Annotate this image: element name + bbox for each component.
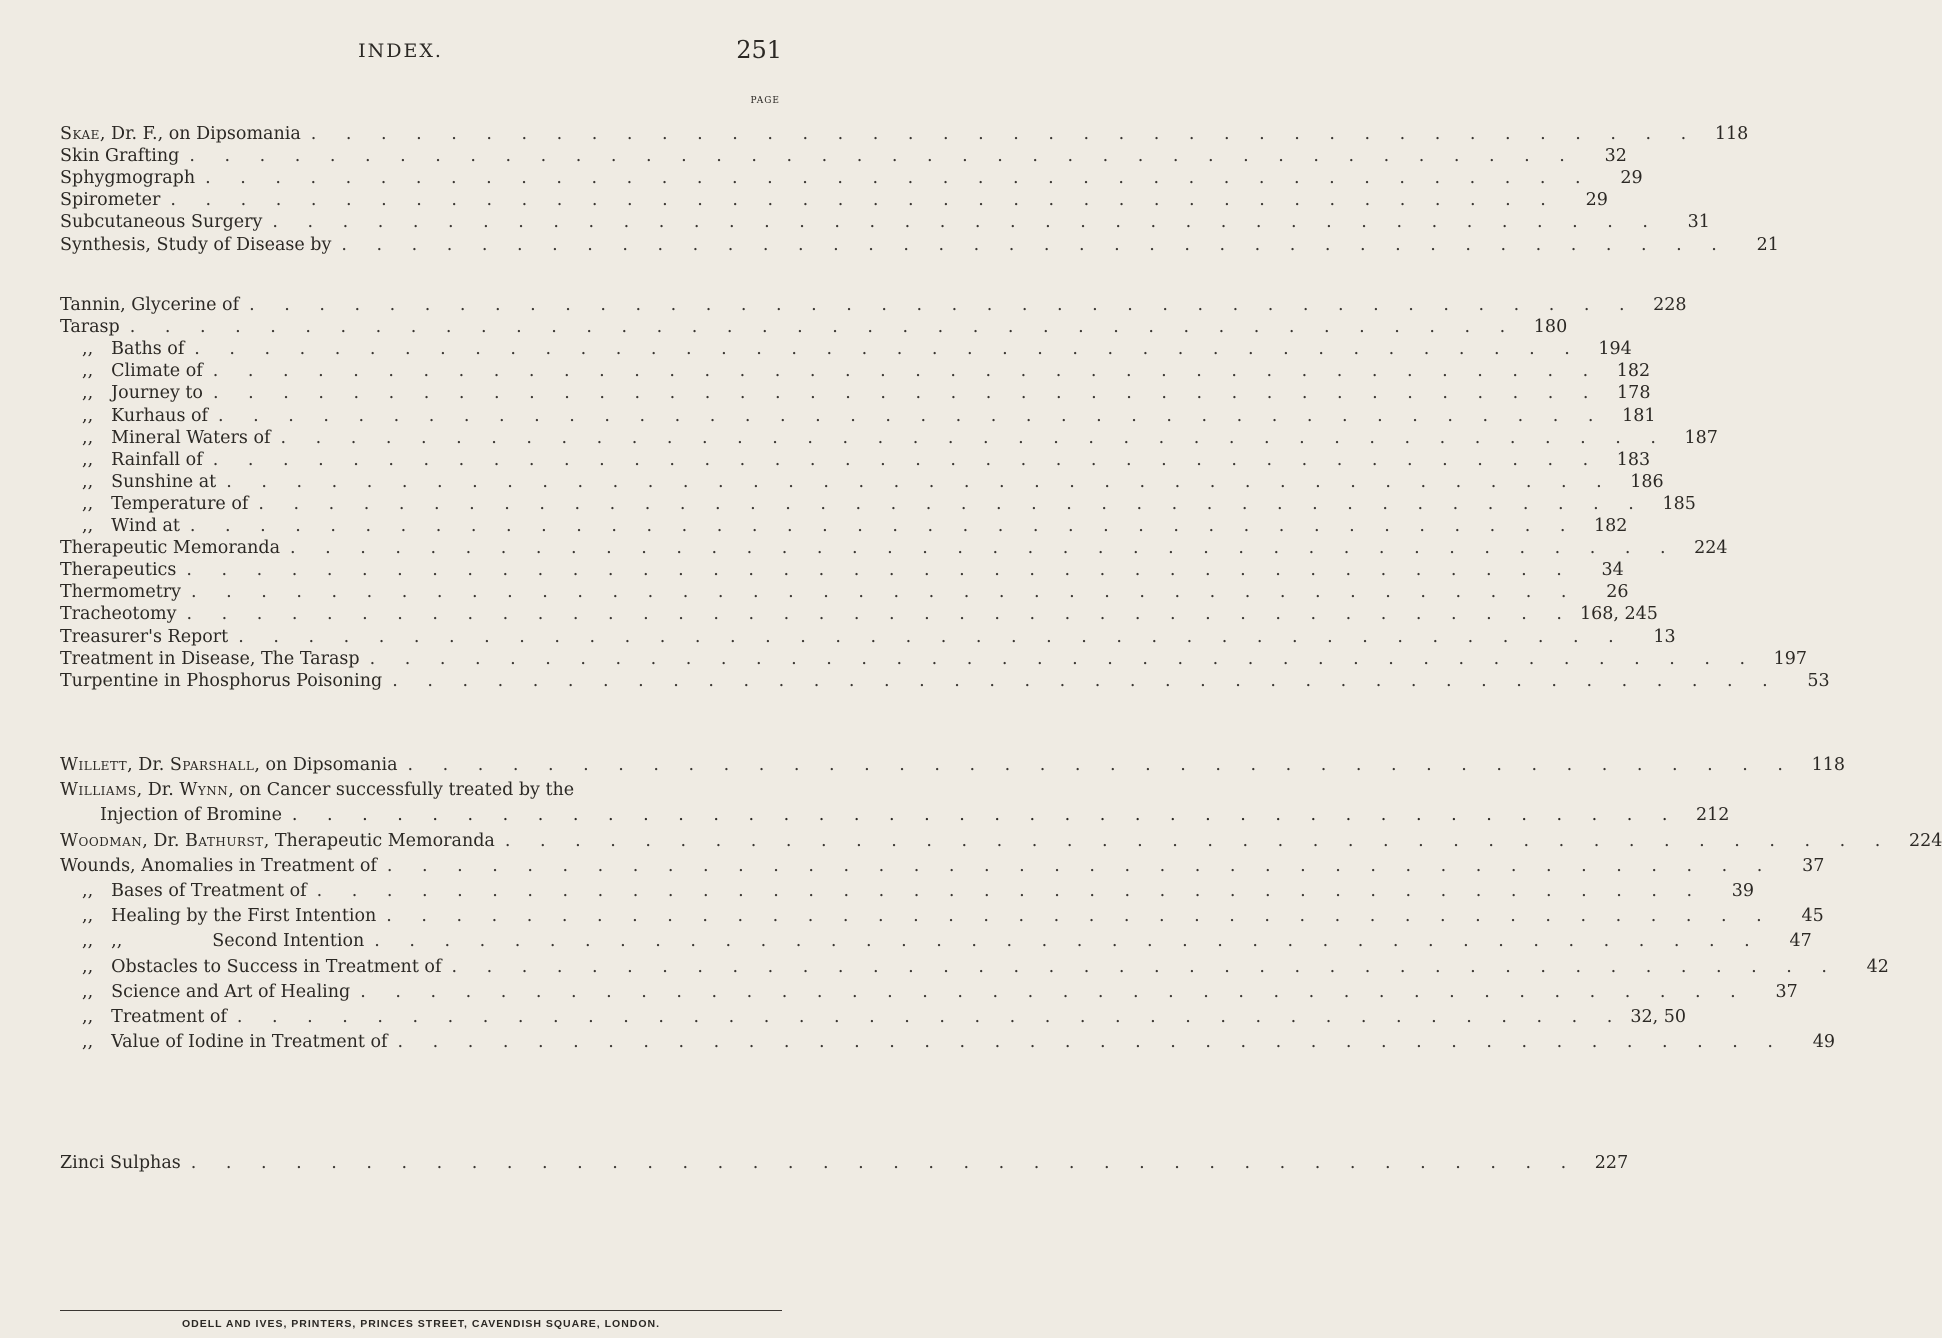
entry-text: , Dr. F., on Dipsomania [99,124,301,144]
page-reference: 26 [1606,582,1629,603]
dot-leader: . . . . . . . . . . . . . . . . . . . . . . . . . . . . . . . . . . . . . . . . [129,317,1518,338]
entry-label [60,649,360,669]
dot-leader: . . . . . . . . . . . . . . . . . . . . . . . . . . . . . . . . . . . . . . . . [258,493,1646,514]
entry-label [60,146,179,166]
page-reference: 182 [1593,516,1628,536]
dot-leader: . . . . . . . . . . . . . . . . . . . . . . . . . . . . . . . . . . . . . . . . [226,471,1614,492]
entry-label [60,317,120,337]
dot-leader: . . . . . . . . . . . . . . . . . . . . . . . . . . . . . . . . . . . . . . . . [360,981,1748,1002]
entry-text: Skin Grafting [60,146,180,167]
entry-label [60,627,228,647]
page-reference: 168, 245 [1579,604,1658,625]
dot-leader: . . . . . . . . . . . . . . . . . . . . . . . . . . . . . . . . . . . . . . . . [186,560,1574,581]
ditto-mark: ,, [82,881,94,901]
page-reference: 21 [1756,234,1779,255]
ditto-mark: ,, [82,516,94,536]
index-entry [60,755,1845,781]
ditto-mark: ,, [82,931,94,952]
entry-label [60,472,216,492]
entry-label [60,582,181,602]
entry-text: Treatment of [111,1007,227,1027]
page-reference: 197 [1773,648,1808,669]
page-reference: 34 [1601,560,1624,581]
dot-leader: . . . . . . . . . . . . . . . . . . . . . . . . . . . . . . . . . . . . . . . . [290,538,1678,559]
ditto-mark: ,, [82,449,94,470]
dot-leader: . . . . . . . . . . . . . . . . . . . . . . . . . . . . . . . . . . . . . . . . [212,449,1601,470]
entry-label [60,190,160,210]
entry-text: Healing by the First Intention [111,906,377,927]
dot-leader: . . . . . . . . . . . . . . . . . . . . . . . . . . . . . . . . . . . . . . . . [316,881,1705,901]
entry-label [60,1007,227,1027]
entry-text: Zinci Sulphas [60,1153,181,1173]
page-reference: 178 [1617,383,1651,404]
entry-text: Injection of Bromine [100,805,282,826]
entry-name-smallcaps: Bathurst [184,830,264,851]
page-reference: 185 [1662,493,1696,514]
page-reference: 194 [1598,339,1632,360]
dot-leader: . . . . . . . . . . . . . . . . . . . . . . . . . . . . . . . . . . . . . . . . [374,931,1762,952]
entry-label [60,450,203,470]
page-reference: 45 [1801,906,1824,927]
ditto-mark: ,, [111,931,123,952]
dot-leader: . . . . . . . . . . . . . . . . . . . . . . . . . . . . . . . . . . . . . . . . [369,648,1758,669]
entry-text: , Dr. [136,780,180,801]
ditto-mark: ,, [82,383,94,404]
entry-text: Rainfall of [111,449,203,470]
index-entry [60,956,1889,983]
index-entry [60,1032,1835,1058]
dot-leader: . . . . . . . . . . . . . . . . . . . . . . . . . . . . . . . . . . . . . . . . [218,405,1606,426]
entry-text: Obstacles to Success in Treatment of [111,956,442,977]
entry-text: Tarasp [60,317,120,338]
page-reference: 183 [1616,449,1651,470]
entry-label [60,361,203,381]
entry-name-smallcaps: Willett [60,755,128,775]
dot-leader: . . . . . . . . . . . . . . . . . . . . . . . . . . . . . . . . . . . . . . . . [272,212,1660,233]
entry-text: Science and Art of Healing [111,981,351,1002]
entry-name-smallcaps: Wynn [179,780,229,801]
entry-name-smallcaps: Woodman [60,830,143,851]
ditto-mark: ,, [82,405,94,426]
entry-label [60,831,495,851]
page-title: INDEX. [358,40,443,62]
entry-label [60,1032,388,1052]
entry-text: , Dr. [142,830,185,851]
ditto-mark: ,, [82,1032,94,1053]
entry-label [60,295,239,315]
entry-name-smallcaps: Sparshall [169,755,255,775]
page-reference: 227 [1594,1153,1629,1173]
entry-label [60,931,364,951]
page-reference: 49 [1812,1032,1835,1053]
ditto-mark: ,, [82,493,94,514]
entry-text: Second Intention [212,931,365,952]
entry-text: Temperature of [111,493,249,514]
dot-leader: . . . . . . . . . . . . . . . . . . . . . . . . . . . . . . . . . . . . . . . . [407,755,1795,775]
entry-label [60,212,262,232]
ditto-mark: ,, [82,956,94,977]
printer-imprint: ODELL AND IVES, PRINTERS, PRINCES STREET, CAVENDISH SQUARE, LONDON. [181,1318,661,1330]
entry-text: Therapeutics [60,560,177,581]
dot-leader: . . . . . . . . . . . . . . . . . . . . . . . . . . . . . . . . . . . . . . . . [189,516,1578,536]
page-reference: 118 [1811,755,1845,775]
entry-label [60,339,184,359]
entry-text: Tracheotomy [60,604,177,625]
dot-leader: . . . . . . . . . . . . . . . . . . . . . . . . . . . . . . . . . . . . . . . . [397,1032,1785,1053]
entry-text: Spirometer [60,190,161,211]
entry-label [60,124,301,144]
page-reference: 224 [1908,830,1942,851]
page-reference: 182 [1616,361,1651,382]
entry-label [60,856,377,876]
entry-text: Mineral Waters of [111,427,271,448]
dot-leader: . . . . . . . . . . . . . . . . . . . . . . . . . . . . . . . . . . . . . . . . [386,855,1775,876]
dot-leader: . . . . . . . . . . . . . . . . . . . . . . . . . . . . . . . . . . . . . . . . [212,383,1601,404]
entry-text: , Therapeutic Memoranda [263,830,495,851]
ditto-mark: ,, [82,361,94,382]
dot-leader: . . . . . . . . . . . . . . . . . . . . . . . . . . . . . . . . . . . . . . . . [194,339,1582,360]
entry-label [60,560,176,580]
dot-leader: . . . . . . . . . . . . . . . . . . . . . . . . . . . . . . . . . . . . . . . . [205,168,1593,189]
entry-label [60,755,398,775]
entry-text: Thermometry [60,582,182,603]
dot-leader: . . . . . . . . . . . . . . . . . . . . . . . . . . . . . . . . . . . . . . . . [191,582,1579,603]
entry-label [60,538,280,558]
entry-label [60,406,208,426]
entry-label [60,516,180,536]
index-entry-continuation [100,805,1730,831]
entry-text: , on Cancer successfully treated by the [228,780,575,801]
page-reference: 228 [1653,295,1687,315]
entry-text: Kurhaus of [111,405,208,426]
entry-text: Treasurer's Report [60,626,229,647]
entry-label [60,428,270,448]
entry-text: Treatment in Disease, The Tarasp [60,648,360,669]
dot-leader: . . . . . . . . . . . . . . . . . . . . . . . . . . . . . . . . . . . . . . . . [386,906,1774,927]
page-reference: 37 [1775,981,1798,1002]
entry-label [60,383,203,403]
entry-text: , on Dipsomania [254,755,398,775]
entry-label [60,604,176,624]
dot-leader: . . . . . . . . . . . . . . . . . . . . . . . . . . . . . . . . . . . . . . . . [341,234,1729,255]
index-entry [60,931,1812,957]
entry-text: Therapeutic Memoranda [60,538,281,559]
page-reference: 39 [1731,881,1755,901]
entry-text: Subcutaneous Surgery [60,212,263,233]
dot-leader: . . . . . . . . . . . . . . . . . . . . . . . . . . . . . . . . . . . . . . . . [280,427,1668,448]
ditto-mark: ,, [82,339,94,360]
entry-label [60,957,441,977]
entry-text: Sunshine at [111,471,217,492]
index-entry [60,1153,1629,1179]
entry-label [60,982,350,1002]
page-reference: 29 [1585,190,1608,211]
dot-leader: . . . . . . . . . . . . . . . . . . . . . . . . . . . . . . . . . . . . . . . . [504,830,1893,851]
footer-divider [60,1310,782,1311]
entry-label [60,1153,181,1173]
index-entry [60,830,1942,857]
dot-leader: . . . . . . . . . . . . . . . . . . . . . . . . . . . . . . . . . . . . . . . . [170,190,1558,211]
page-reference: 13 [1653,626,1676,647]
entry-text: Value of Iodine in Treatment of [111,1032,388,1053]
page-reference: 181 [1622,405,1656,426]
entry-text: Wind at [111,516,180,536]
dot-leader: . . . . . . . . . . . . . . . . . . . . . . . . . . . . . . . . . . . . . . . . [238,626,1626,647]
entry-text: Bases of Treatment of [111,881,307,901]
page-reference: 186 [1630,471,1664,492]
index-entry [60,780,782,806]
page-reference: 29 [1620,168,1643,189]
entry-text: Baths of [111,339,185,360]
dot-leader: . . . . . . . . . . . . . . . . . . . . . . . . . . . . . . . . . . . . . . . . [212,361,1601,382]
dot-leader: . . . . . . . . . . . . . . . . . . . . . . . . . . . . . . . . . . . . . . . . [392,670,1780,691]
page-reference: 32 [1604,146,1627,167]
dot-leader: . . . . . . . . . . . . . . . . . . . . . . . . . . . . . . . . . . . . . . . . [189,146,1577,167]
entry-label [60,671,382,691]
entry-label [60,780,574,800]
entry-name-smallcaps: Williams [60,780,137,801]
entry-name-smallcaps: Skae [60,124,100,144]
page-reference: 42 [1866,956,1889,977]
entry-label [60,494,248,514]
entry-text: Wounds, Anomalies in Treatment of [60,855,377,876]
entry-text: Tannin, Glycerine of [60,295,240,315]
entry-text: Climate of [111,361,203,382]
index-entry [60,1007,1686,1033]
entry-label [60,881,307,901]
dot-leader: . . . . . . . . . . . . . . . . . . . . . . . . . . . . . . . . . . . . . . . . [291,805,1680,826]
dot-leader: . . . . . . . . . . . . . . . . . . . . . . . . . . . . . . . . . . . . . . . . [236,1007,1625,1027]
page-reference: 31 [1687,212,1710,233]
index-entry [60,670,1830,697]
index-entry [60,234,1779,261]
page-reference: 224 [1694,538,1728,559]
ditto-mark: ,, [82,981,94,1002]
entry-text: Synthesis, Study of Disease by [60,234,332,255]
ditto-mark: ,, [82,906,94,927]
entry-label [60,906,376,926]
page-reference: 32, 50 [1630,1007,1686,1027]
entry-label [60,168,195,188]
dot-leader: . . . . . . . . . . . . . . . . . . . . . . . . . . . . . . . . . . . . . . . . [451,956,1839,977]
index-entry [60,855,1825,882]
page-column-label: PAGE [750,96,780,106]
ditto-mark: ,, [82,471,94,492]
dot-leader: . . . . . . . . . . . . . . . . . . . . . . . . . . . . . . . . . . . . . . . . [249,295,1637,315]
page-reference: 180 [1533,317,1568,338]
index-entry [60,881,1755,907]
dot-leader: . . . . . . . . . . . . . . . . . . . . . . . . . . . . . . . . . . . . . . . . [190,1153,1579,1173]
page-reference: 37 [1802,855,1825,876]
page-reference: 118 [1714,124,1749,144]
dot-leader: . . . . . . . . . . . . . . . . . . . . . . . . . . . . . . . . . . . . . . . . [186,604,1574,625]
index-entry [60,906,1824,932]
index-entry [60,981,1798,1008]
entry-text: Turpentine in Phosphorus Poisoning [60,670,383,691]
page-reference: 53 [1807,670,1830,691]
entry-text: , Dr. [127,755,170,775]
ditto-mark: ,, [82,1007,94,1027]
entry-text: Sphygmograph [60,168,196,189]
ditto-mark: ,, [82,427,94,448]
dot-leader: . . . . . . . . . . . . . . . . . . . . . . . . . . . . . . . . . . . . . . . . [310,124,1699,144]
page-reference: 187 [1684,427,1718,448]
page-reference: 212 [1695,805,1730,826]
entry-label [60,235,331,255]
page-number: 251 [736,36,782,64]
page-reference: 47 [1789,931,1812,952]
entry-text: Journey to [111,383,203,404]
